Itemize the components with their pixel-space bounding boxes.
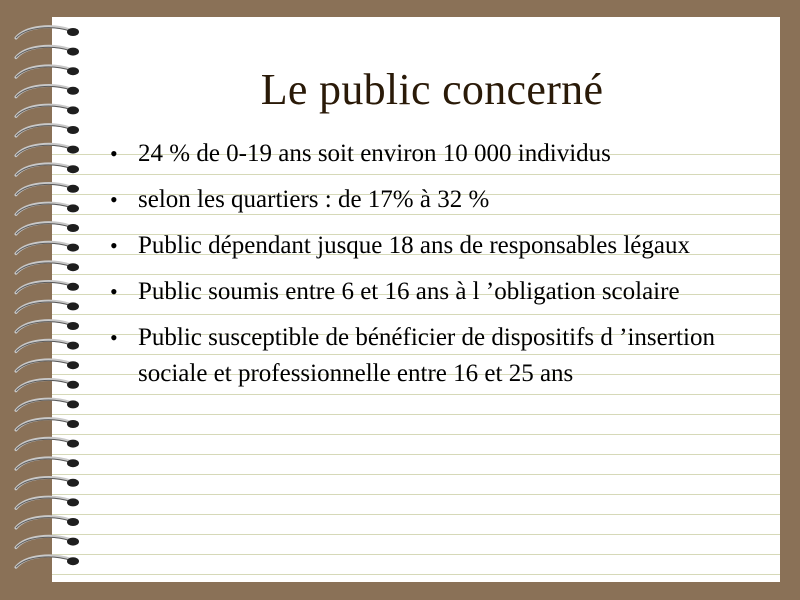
spiral-ring-icon xyxy=(16,125,79,136)
bullet-icon: • xyxy=(110,141,118,166)
spiral-ring-icon xyxy=(16,223,79,234)
bullet-icon: • xyxy=(110,233,118,258)
list-item xyxy=(108,182,768,218)
spiral-ring-icon xyxy=(16,242,79,253)
spiral-ring-icon xyxy=(16,517,79,528)
spiral-ring-icon xyxy=(16,419,79,430)
list-item xyxy=(108,320,768,392)
spiral-ring-icon xyxy=(16,262,79,273)
bullet-icon: • xyxy=(110,279,118,304)
bullet-icon: • xyxy=(110,325,118,350)
bullet-text: Public dépendant jusque 18 ans de responsables légaux xyxy=(138,232,690,259)
spiral-ring-icon xyxy=(16,536,79,547)
spiral-ring-icon xyxy=(16,301,79,312)
spiral-ring-icon xyxy=(16,321,79,332)
bullet-text: 24 % de 0-19 ans soit environ 10 000 individus xyxy=(138,140,611,167)
bullet-list xyxy=(108,136,768,402)
spiral-ring-icon xyxy=(16,478,79,489)
spiral-ring-icon xyxy=(16,458,79,469)
spiral-ring-icon xyxy=(16,282,79,293)
bullet-text: selon les quartiers : de 17% à 32 % xyxy=(138,186,490,213)
spiral-ring-icon xyxy=(16,438,79,449)
spiral-ring-icon xyxy=(16,556,79,567)
slide-title: Le public concerné xyxy=(260,65,604,114)
spiral-ring-icon xyxy=(16,340,79,351)
spiral-ring-icon xyxy=(16,203,79,214)
bullet-icon: • xyxy=(110,187,118,212)
spiral-ring-icon xyxy=(16,164,79,175)
list-item xyxy=(108,274,768,310)
spiral-ring-icon xyxy=(16,380,79,391)
list-item xyxy=(108,136,768,172)
spiral-ring-icon xyxy=(16,497,79,508)
spiral-ring-icon xyxy=(16,184,79,195)
spiral-ring-icon xyxy=(16,27,79,38)
bullet-text: Public soumis entre 6 et 16 ans à l ’obligation scolaire xyxy=(138,278,680,305)
spiral-ring-icon xyxy=(16,144,79,155)
spiral-ring-icon xyxy=(16,46,79,57)
spiral-ring-icon xyxy=(16,399,79,410)
bullet-text: Public susceptible de bénéficier de dispositifs d ’insertion sociale et professionnelle entre 16 et 25 ans xyxy=(138,324,715,387)
spiral-ring-icon xyxy=(16,360,79,371)
list-item xyxy=(108,228,768,264)
